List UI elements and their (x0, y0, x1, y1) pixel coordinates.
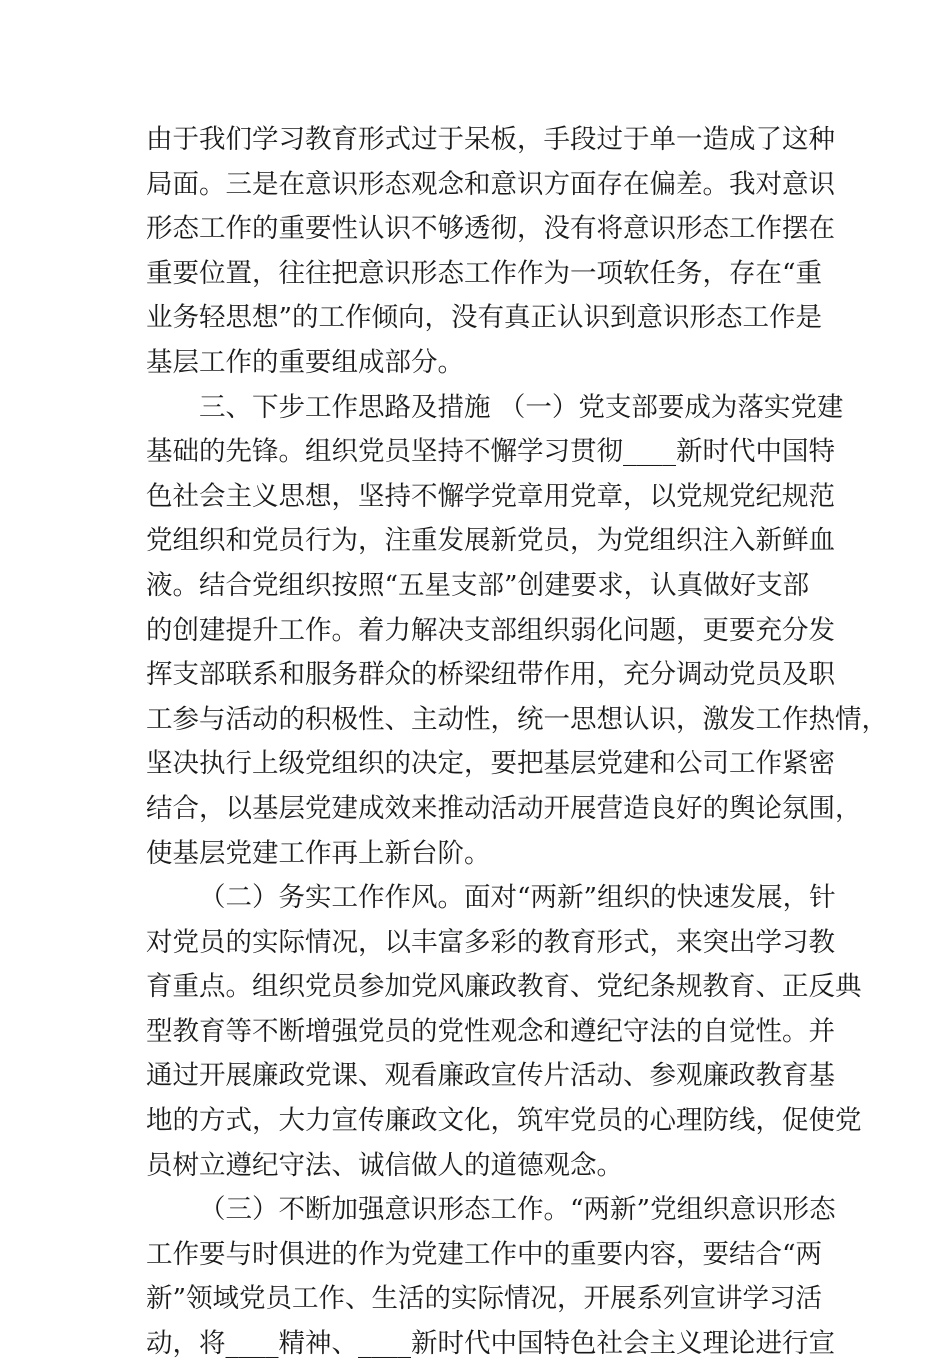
text-line: 结合，以基层党建成效来推动活动开展营造良好的舆论氛围， (146, 792, 862, 824)
text-line: 员树立遵纪守法、诚信做人的道德观念。 (146, 1149, 623, 1181)
text-line: 业务轻思想”的工作倾向，没有真正认识到意识形态工作是 (146, 302, 823, 334)
text-line: 液。结合党组织按照“五星支部”创建要求，认真做好支部 (146, 569, 810, 601)
text-line: 工参与活动的积极性、主动性，统一思想认识，激发工作热情， (146, 703, 888, 735)
paragraph-start-line: 三、下步工作思路及措施 （一）党支部要成为落实党建 (199, 391, 844, 423)
paragraph-start-line: （二）务实工作作风。面对“两新”组织的快速发展，针 (199, 882, 836, 914)
text-line: 基层工作的重要组成部分。 (146, 346, 464, 378)
paragraph-start-line: （三）不断加强意识形态工作。“两新”党组织意识形态 (199, 1194, 836, 1226)
text-line: 党组织和党员行为，注重发展新党员，为党组织注入新鲜血 (146, 525, 835, 557)
text-line: 由于我们学习教育形式过于呆板，手段过于单一造成了这种 (146, 124, 835, 155)
text-line: 基础的先锋。组织党员坚持不懈学习贯彻____新时代中国特 (146, 436, 835, 468)
text-line: 育重点。组织党员参加党风廉政教育、党纪条规教育、正反典 (146, 971, 862, 1003)
text-line: 地的方式，大力宣传廉政文化，筑牢党员的心理防线，促使党 (146, 1105, 862, 1137)
text-line: 工作要与时俱进的作为党建工作中的重要内容，要结合“两 (146, 1238, 823, 1270)
text-line: 对党员的实际情况，以丰富多彩的教育形式，来突出学习教 (146, 926, 835, 958)
text-line: 通过开展廉政党课、观看廉政宣传片活动、参观廉政教育基 (146, 1060, 835, 1092)
text-line: 新”领域党员工作、生活的实际情况，开展系列宣讲学习活 (146, 1283, 823, 1315)
text-line: 坚决执行上级党组织的决定，要把基层党建和公司工作紧密 (146, 748, 835, 780)
text-line: 的创建提升工作。着力解决支部组织弱化问题，更要充分发 (146, 614, 835, 646)
text-line: 型教育等不断增强党员的党性观念和遵纪守法的自觉性。并 (146, 1015, 835, 1047)
text-line: 动，将____精神、____新时代中国特色社会主义理论进行宣 (146, 1328, 835, 1360)
document-body (146, 118, 888, 1367)
text-line: 重要位置，往往把意识形态工作作为一项软任务，存在“重 (146, 257, 823, 289)
text-line: 挥支部联系和服务群众的桥梁纽带作用，充分调动党员及职 (146, 659, 835, 691)
text-line: 局面。三是在意识形态观念和意识方面存在偏差。我对意识 (146, 168, 835, 200)
text-line: 形态工作的重要性认识不够透彻，没有将意识形态工作摆在 (146, 213, 835, 245)
text-line: 色社会主义思想，坚持不懈学党章用党章，以党规党纪规范 (146, 480, 835, 512)
text-line: 使基层党建工作再上新台阶。 (146, 837, 491, 869)
